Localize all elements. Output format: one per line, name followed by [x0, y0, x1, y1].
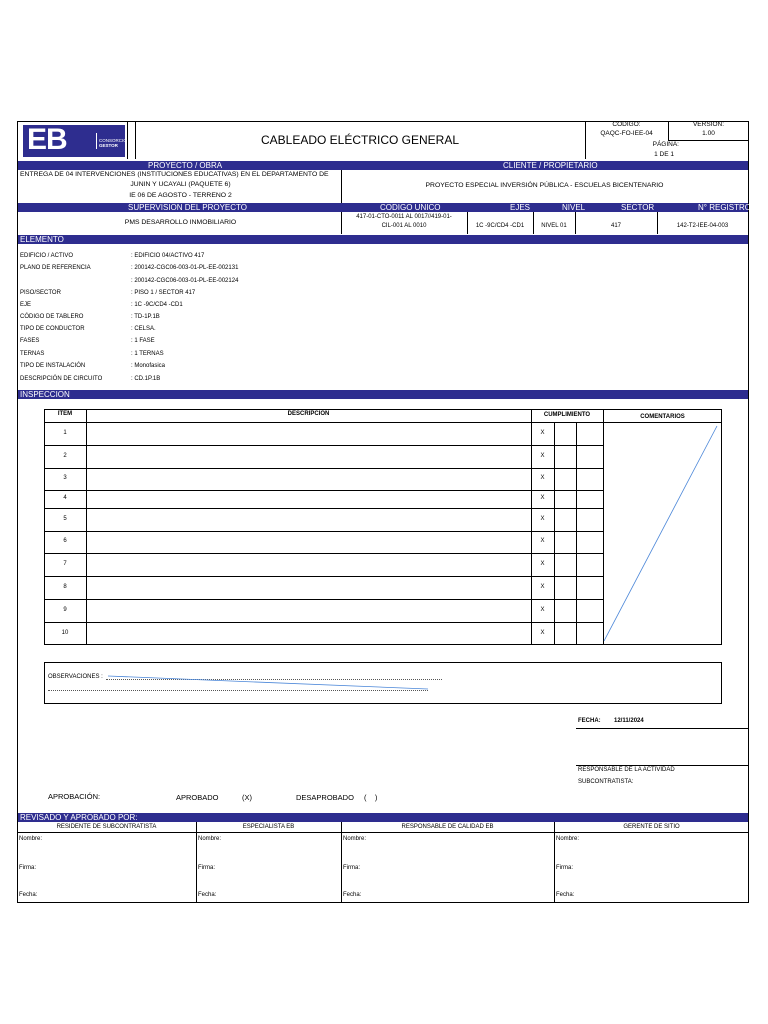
col-cumplimiento: CUMPLIMIENTO	[543, 412, 591, 418]
fecha-label: FECHA:	[578, 718, 601, 724]
table-row-divider	[44, 576, 603, 577]
table-row-check[interactable]: X	[540, 606, 545, 613]
elemento-label: PISO/SECTOR	[20, 290, 61, 296]
signature-fecha-field[interactable]: Fecha:	[343, 892, 362, 898]
table-row-divider	[44, 553, 603, 554]
elemento-value: : CELSA.	[131, 326, 156, 332]
signature-header: RESIDENTE DE SUBCONTRATISTA	[56, 824, 157, 830]
observaciones-strike	[106, 674, 436, 692]
signature-header: GERENTE DE SITIO	[623, 824, 680, 830]
ejes-value: 1C -9C/CD4 -CD1	[475, 223, 525, 229]
supervision-value: PMS DESARROLLO INMOBILIARIO	[124, 219, 237, 226]
elemento-value: : 1C -9C/CD4 -CD1	[131, 302, 183, 308]
elemento-label: DESCRIPCIÓN DE CIRCUITO	[20, 376, 103, 382]
table-row-check[interactable]: X	[540, 583, 545, 590]
bar-inspeccion-label: INSPECCION	[20, 390, 70, 399]
elemento-label: PLANO DE REFERENCIA	[20, 265, 91, 271]
sector-value: 417	[610, 223, 621, 229]
codigo-value: QAQC-FO-IEE-04	[600, 130, 653, 137]
aprobado-mark[interactable]: (X)	[242, 793, 252, 802]
signature-firma-field[interactable]: Firma:	[343, 865, 360, 871]
bar-registro: N° REGISTRO	[698, 203, 751, 212]
cliente-value: PROYECTO ESPECIAL INVERSIÓN PÚBLICA - ESCUELAS BICENTENARIO	[425, 182, 664, 189]
table-row-item: 8	[63, 583, 67, 590]
responsable-line-2: SUBCONTRATISTA:	[578, 779, 634, 785]
signature-header: RESPONSABLE DE CALIDAD EB	[401, 824, 494, 830]
bar-codigo-unico: CODIGO UNICO	[380, 203, 441, 212]
table-row-item: 9	[63, 606, 67, 613]
aprobacion-label: APROBACIÓN:	[48, 792, 101, 801]
project-line-3: IE 06 DE AGOSTO - TERRENO 2	[129, 192, 232, 199]
table-row-item: 4	[63, 495, 67, 501]
table-row-check[interactable]: X	[540, 515, 545, 522]
comentarios-strike-line	[603, 422, 722, 645]
table-row-divider	[44, 468, 603, 469]
codigo-label: CODIGO:	[612, 121, 641, 128]
pagina-label: PÁGINA:	[652, 141, 679, 148]
elemento-value: : 200142-CGC06-003-01-PL-EE-002124	[131, 278, 239, 284]
bar-nivel: NIVEL	[562, 203, 586, 212]
col-comentarios: COMENTARIOS	[640, 414, 685, 420]
table-row-check[interactable]: X	[540, 538, 545, 544]
signature-fecha-field[interactable]: Fecha:	[556, 892, 575, 898]
table-row-check[interactable]: X	[540, 560, 545, 567]
elemento-value: : 1 TERNAS	[131, 351, 164, 357]
signature-nombre-field[interactable]: Nombre:	[19, 836, 43, 842]
bar-ejes: EJES	[510, 203, 531, 212]
elemento-value: : PISO 1 / SECTOR 417	[131, 290, 196, 296]
table-row-divider	[44, 508, 603, 509]
elemento-value: : CD.1P.1B	[131, 376, 161, 382]
bar-revisado	[18, 813, 748, 822]
elemento-value: : Monofasica	[131, 363, 166, 369]
table-row-check[interactable]: X	[540, 495, 545, 501]
table-row-divider	[44, 445, 603, 446]
elemento-label: FASES	[20, 338, 40, 344]
table-row-divider	[44, 599, 603, 600]
table-row-item: 2	[63, 452, 67, 459]
elemento-value: : TD-1P.1B	[131, 314, 160, 320]
desaprobado-mark[interactable]: ( )	[364, 793, 378, 802]
pagina-value: 1 DE 1	[654, 151, 674, 158]
table-row-check[interactable]: X	[540, 475, 545, 481]
logo-sub-2: GESTOR	[99, 143, 118, 148]
signature-nombre-field[interactable]: Nombre:	[343, 836, 367, 842]
bar-elemento-label: ELEMENTO	[20, 235, 64, 244]
fecha-value: 12/11/2024	[614, 718, 644, 724]
desaprobado-label: DESAPROBADO	[296, 793, 354, 802]
col-descripcion: DESCRIPCIÓN	[287, 411, 330, 417]
elemento-label: EJE	[20, 302, 32, 308]
table-row-check[interactable]: X	[540, 429, 545, 436]
bar-elemento	[18, 235, 748, 244]
elemento-label: TIPO DE INSTALACIÓN	[20, 363, 86, 369]
signature-fecha-field[interactable]: Fecha:	[198, 892, 217, 898]
logo	[23, 125, 125, 157]
col-item: ITEM	[57, 411, 73, 417]
signature-nombre-field[interactable]: Nombre:	[556, 836, 580, 842]
project-line-2: JUNIN Y UCAYALI (PAQUETE 6)	[130, 181, 231, 188]
elemento-label: TERNAS	[20, 351, 45, 357]
codigo-unico-1: 417-01-CTO-0011 AL 0017//419-01-	[356, 214, 452, 220]
table-row-item: 6	[63, 538, 67, 544]
responsable-line-1: RESPONSABLE DE LA ACTIVIDAD	[578, 767, 675, 773]
elemento-value: : 200142-CGC06-003-01-PL-EE-002131	[131, 265, 239, 271]
signature-nombre-field[interactable]: Nombre:	[198, 836, 222, 842]
logo-text: EB	[27, 123, 67, 156]
elemento-label: TIPO DE CONDUCTOR	[20, 326, 85, 332]
bar-proyecto-obra: PROYECTO / OBRA	[148, 161, 223, 170]
signature-firma-field[interactable]: Firma:	[556, 865, 573, 871]
table-row-check[interactable]: X	[540, 629, 545, 636]
version-value: 1.00	[702, 130, 715, 137]
bar-supervision-label: SUPERVISION DEL PROYECTO	[128, 203, 247, 212]
table-row-item: 7	[63, 560, 67, 567]
bar-sector: SECTOR	[621, 203, 655, 212]
bar-revisado-label: REVISADO Y APROBADO POR:	[20, 813, 138, 822]
nivel-value: NIVEL 01	[541, 223, 567, 229]
registro-value: 142-T2-IEE-04-003	[676, 223, 729, 229]
table-row-divider	[44, 490, 603, 491]
signature-firma-field[interactable]: Firma:	[19, 865, 36, 871]
aprobado-label: APROBADO	[176, 793, 219, 802]
elemento-label: EDIFICIO / ACTIVO	[20, 253, 74, 259]
elemento-label: CÓDIGO DE TABLERO	[20, 314, 84, 320]
page-title: CABLEADO ELÉCTRICO GENERAL	[260, 133, 460, 147]
table-row-item: 5	[63, 515, 67, 522]
elemento-value: : EDIFICIO 04/ACTIVO 417	[131, 253, 205, 259]
elemento-value: : 1 FASE	[131, 338, 155, 344]
bar-supervision	[18, 203, 751, 212]
logo-sub-1: CONSORCIO	[99, 138, 127, 143]
table-row-divider	[44, 531, 603, 532]
bar-inspeccion	[18, 390, 748, 399]
table-row-divider	[44, 622, 603, 623]
observaciones-label: OBSERVACIONES :	[48, 674, 103, 680]
project-line-1: ENTREGA DE 04 INTERVENCIONES (INSTITUCIONES EDUCATIVAS) EN EL DEPARTAMENTO DE	[20, 171, 329, 178]
codigo-unico-2: CIL-001 AL 0010	[381, 223, 427, 229]
bar-cliente: CLIENTE / PROPIETARIO	[503, 161, 598, 170]
signature-firma-field[interactable]: Firma:	[198, 865, 215, 871]
signature-fecha-field[interactable]: Fecha:	[19, 892, 38, 898]
table-row-check[interactable]: X	[540, 452, 545, 459]
table-row-item: 1	[63, 429, 67, 436]
version-label: VERSION:	[692, 121, 725, 128]
signature-header: ESPECIALISTA EB	[242, 824, 295, 830]
bar-proyecto	[18, 161, 748, 170]
table-row-item: 3	[63, 475, 67, 481]
table-row-item: 10	[61, 629, 69, 636]
